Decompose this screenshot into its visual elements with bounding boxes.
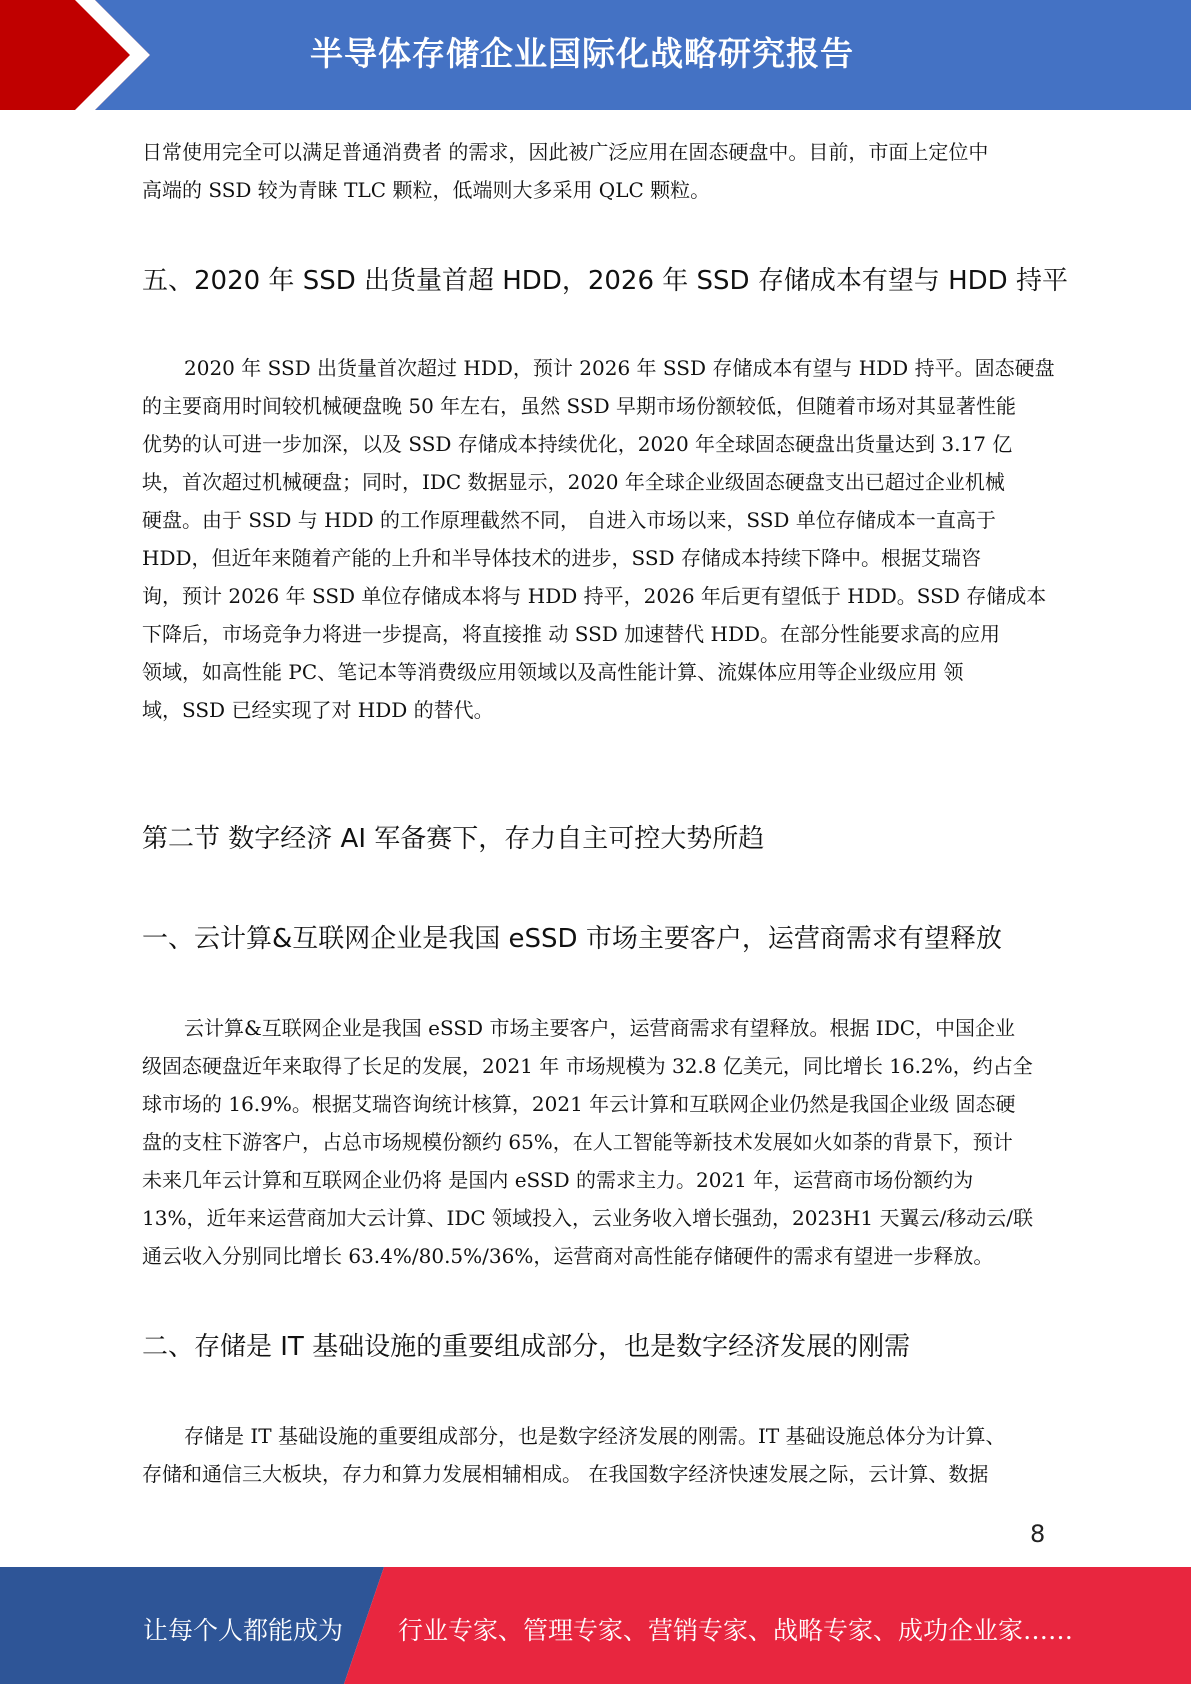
text-line: 13%，近年来运营商加大云计算、IDC 领域投入，云业务收入增长强劲，2023H1 天翼云/移动云/联 — [142, 1206, 1033, 1230]
text-line: 球市场的 16.9%。根据艾瑞咨询统计核算，2021 年云计算和互联网企业仍然是我国企业级 固态硬 — [142, 1092, 1016, 1116]
text-line: 级固态硬盘近年来取得了长足的发展，2021 年 市场规模为 32.8 亿美元，同比增长 16.2%，约占全 — [142, 1054, 1033, 1078]
text-line: HDD，但近年来随着产能的上升和半导体技术的进步，SSD 存储成本持续下降中。根据艾瑞咨 — [142, 546, 981, 570]
text-line: 未来几年云计算和互联网企业仍将 是国内 eSSD 的需求主力。2021 年，运营商市场份额约为 — [142, 1168, 974, 1192]
text-line: 日常使用完全可以满足普通消费者 的需求，因此被广泛应用在固态硬盘中。目前，市面上定位中 — [142, 140, 989, 164]
text-line: 硬盘。由于 SSD 与 HDD 的工作原理截然不同， 自进入市场以来，SSD 单位存储成本一直高于 — [142, 508, 996, 532]
text-line: 2020 年 SSD 出货量首次超过 HDD，预计 2026 年 SSD 存储成本有望与 HDD 持平。固态硬盘 — [184, 356, 1055, 380]
text-line: 存储是 IT 基础设施的重要组成部分，也是数字经济发展的刚需。IT 基础设施总体分为计算、 — [184, 1424, 1006, 1448]
report-title: 半导体存储企业国际化战略研究报告 — [310, 34, 854, 73]
text-line: 询，预计 2026 年 SSD 单位存储成本将与 HDD 持平，2026 年后更有望低于 HDD。SSD 存储成本 — [142, 584, 1047, 608]
text-line: 云计算&互联网企业是我国 eSSD 市场主要客户，运营商需求有望释放。根据 IDC，中国企业 — [184, 1016, 1016, 1040]
page-header — [0, 0, 1191, 110]
text-line: 通云收入分别同比增长 63.4%/80.5%/36%，运营商对高性能存储硬件的需求有望进一步释放。 — [142, 1244, 994, 1268]
text-line: 域，SSD 已经实现了对 HDD 的替代。 — [142, 698, 494, 722]
text-line: 领域，如高性能 PC、笔记本等消费级应用领域以及高性能计算、流媒体应用等企业级应用 领 — [142, 660, 964, 684]
footer-slogan-right: 行业专家、管理专家、营销专家、战略专家、成功企业家…… — [398, 1616, 1074, 1645]
page-number: 8 — [1030, 1520, 1046, 1548]
text-line: 的主要商用时间较机械硬盘晚 50 年左右，虽然 SSD 早期市场份额较低，但随着市场对其显著性能 — [142, 394, 1016, 418]
subsection-two-heading: 二、存储是 IT 基础设施的重要组成部分，也是数字经济发展的刚需 — [142, 1332, 911, 1362]
subsection-one-heading: 一、云计算&互联网企业是我国 eSSD 市场主要客户，运营商需求有望释放 — [142, 924, 1002, 954]
page-footer — [0, 1567, 1191, 1684]
footer-slogan-left: 让每个人都能成为 — [143, 1616, 344, 1645]
text-line: 盘的支柱下游客户，占总市场规模份额约 65%，在人工智能等新技术发展如火如荼的背景下，预计 — [142, 1130, 1013, 1154]
text-line: 高端的 SSD 较为青睐 TLC 颗粒，低端则大多采用 QLC 颗粒。 — [142, 178, 711, 202]
text-line: 存储和通信三大板块，存力和算力发展相辅相成。 在我国数字经济快速发展之际，云计算、数据 — [142, 1462, 989, 1486]
text-line: 下降后，市场竞争力将进一步提高，将直接推 动 SSD 加速替代 HDD。在部分性能要求高的应用 — [142, 622, 1001, 646]
text-line: 优势的认可进一步加深，以及 SSD 存储成本持续优化，2020 年全球固态硬盘出货量达到 3.17 亿 — [142, 432, 1013, 456]
section-five-heading: 五、2020 年 SSD 出货量首超 HDD，2026 年 SSD 存储成本有望与 HDD 持平 — [142, 266, 1068, 296]
chapter-section-title: 第二节 数字经济 AI 军备赛下，存力自主可控大势所趋 — [142, 824, 765, 854]
text-line: 块，首次超过机械硬盘；同时，IDC 数据显示，2020 年全球企业级固态硬盘支出已超过企业机械 — [142, 470, 1005, 494]
